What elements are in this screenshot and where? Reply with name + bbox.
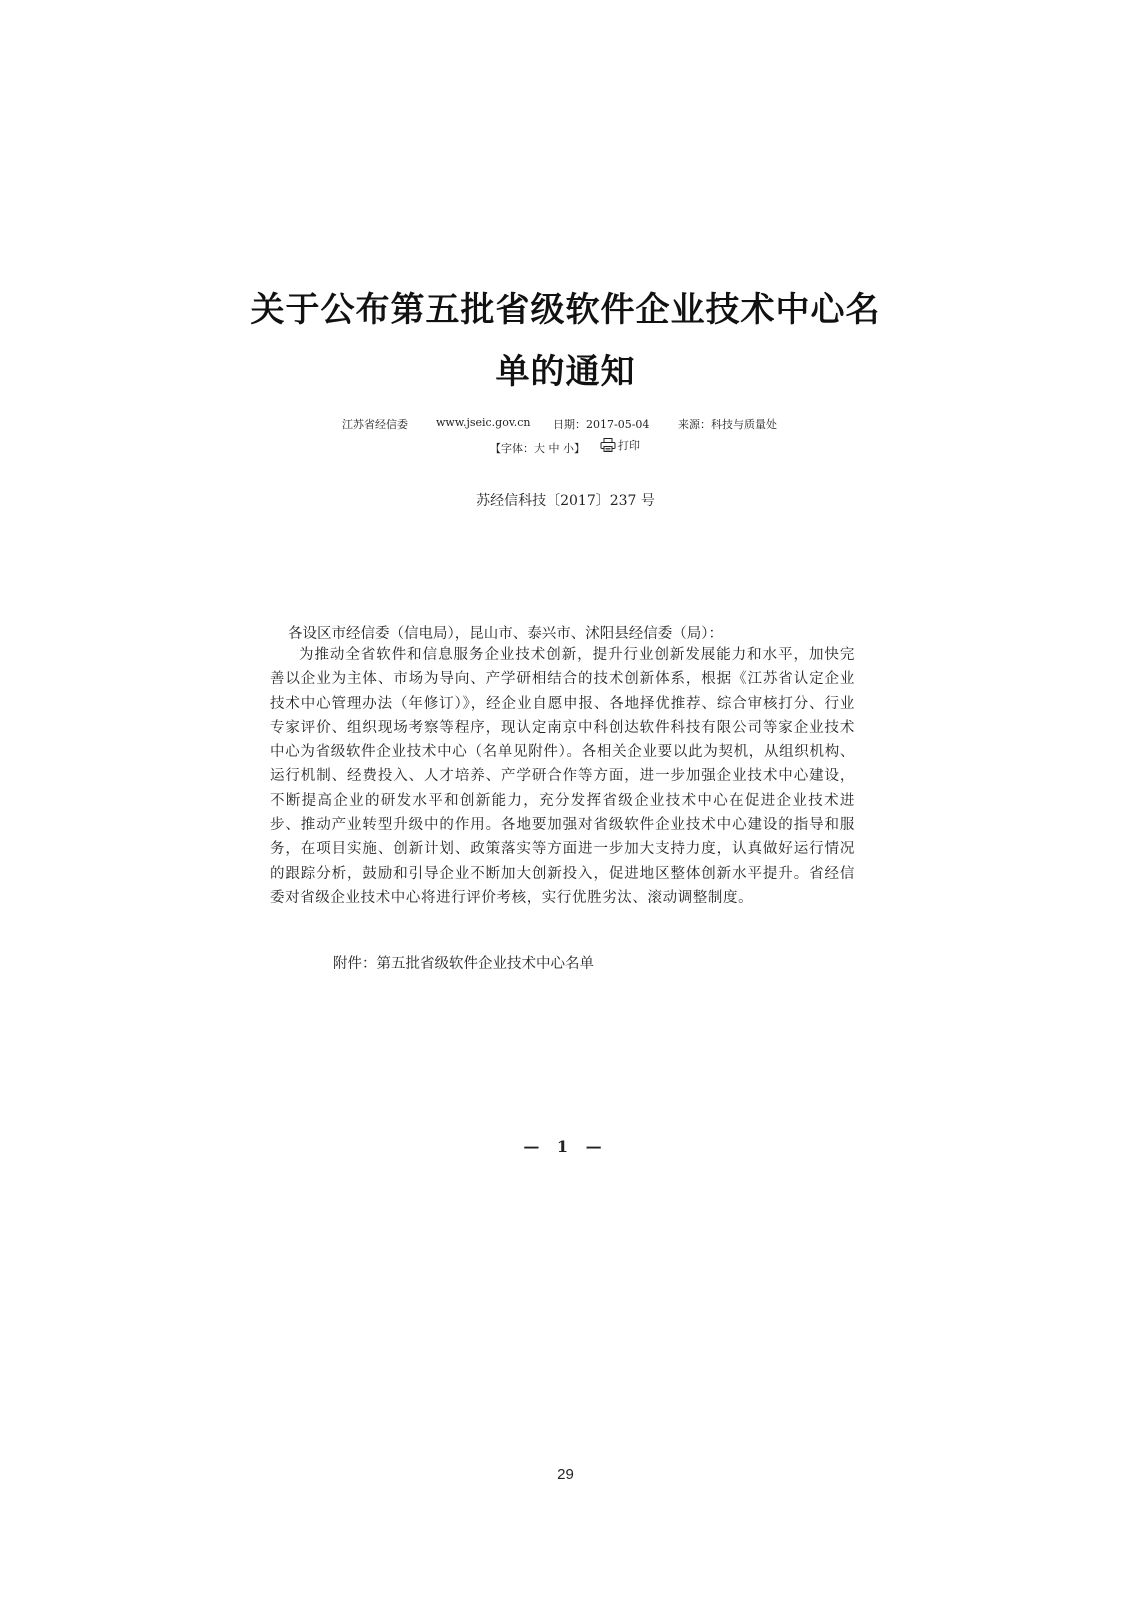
meta-website: www.jseic.gov.cn	[436, 416, 531, 429]
inner-page-number: — 1 —	[523, 1137, 608, 1156]
meta-source: 江苏省经信委	[342, 418, 408, 431]
meta-department: 来源：科技与质量处	[678, 418, 777, 431]
body-paragraph-text: 为推动全省软件和信息服务企业技术创新，提升行业创新发展能力和水平，加快完善以企业为主体、市场为导向、产学研相结合的技术创新体系，根据《江苏省认定企业技术中心管理办法（年修订）》，经企业自愿申报、各地择优推荐、综合审核打分、行业专家评价、组织现场考察等程序，现认定南京中科创达软件科技有限公司等家企业技术中心为省级软件企业技术中心（名单见附件）。各相关企业要以此为契机，从组织机构、运行机制、经费投入、人才培养、产学研合作等方面，进一步加强企业技术中心建设，不断提高企业的研发水平和创新能力，充分发挥省级企业技术中心在促进企业技术进步、推动产业转型升级中的作用。各地要加强对省级软件企业技术中心建设的指导和服务，在项目实施、创新计划、政策落实等方面进一步加大支持力度，认真做好运行情况的跟踪分析，鼓励和引导企业不断加大创新投入，促进地区整体创新水平提升。省经信委对省级企业技术中心将进行评价考核，实行优胜劣汰、滚动调整制度。	[270, 647, 855, 906]
print-button[interactable]	[600, 437, 640, 453]
document-title-line-1: 关于公布第五批省级软件企业技术中心名	[250, 290, 881, 330]
printer-icon	[600, 438, 616, 452]
attachment-note: 附件：第五批省级软件企业技术中心名单	[333, 956, 594, 972]
outer-page-number: 29	[557, 1466, 574, 1483]
document-title-line-2: 单的通知	[495, 352, 636, 392]
body-paragraph	[270, 643, 855, 910]
salutation: 各设区市经信委（信电局），昆山市、泰兴市、沭阳县经信委（局）：	[288, 626, 723, 642]
font-size-control[interactable]: 【字体：大 中 小】	[490, 442, 585, 455]
print-label: 打印	[618, 439, 640, 452]
meta-date: 日期：2017-05-04	[553, 418, 650, 431]
document-number: 苏经信科技〔2017〕237 号	[476, 493, 655, 509]
